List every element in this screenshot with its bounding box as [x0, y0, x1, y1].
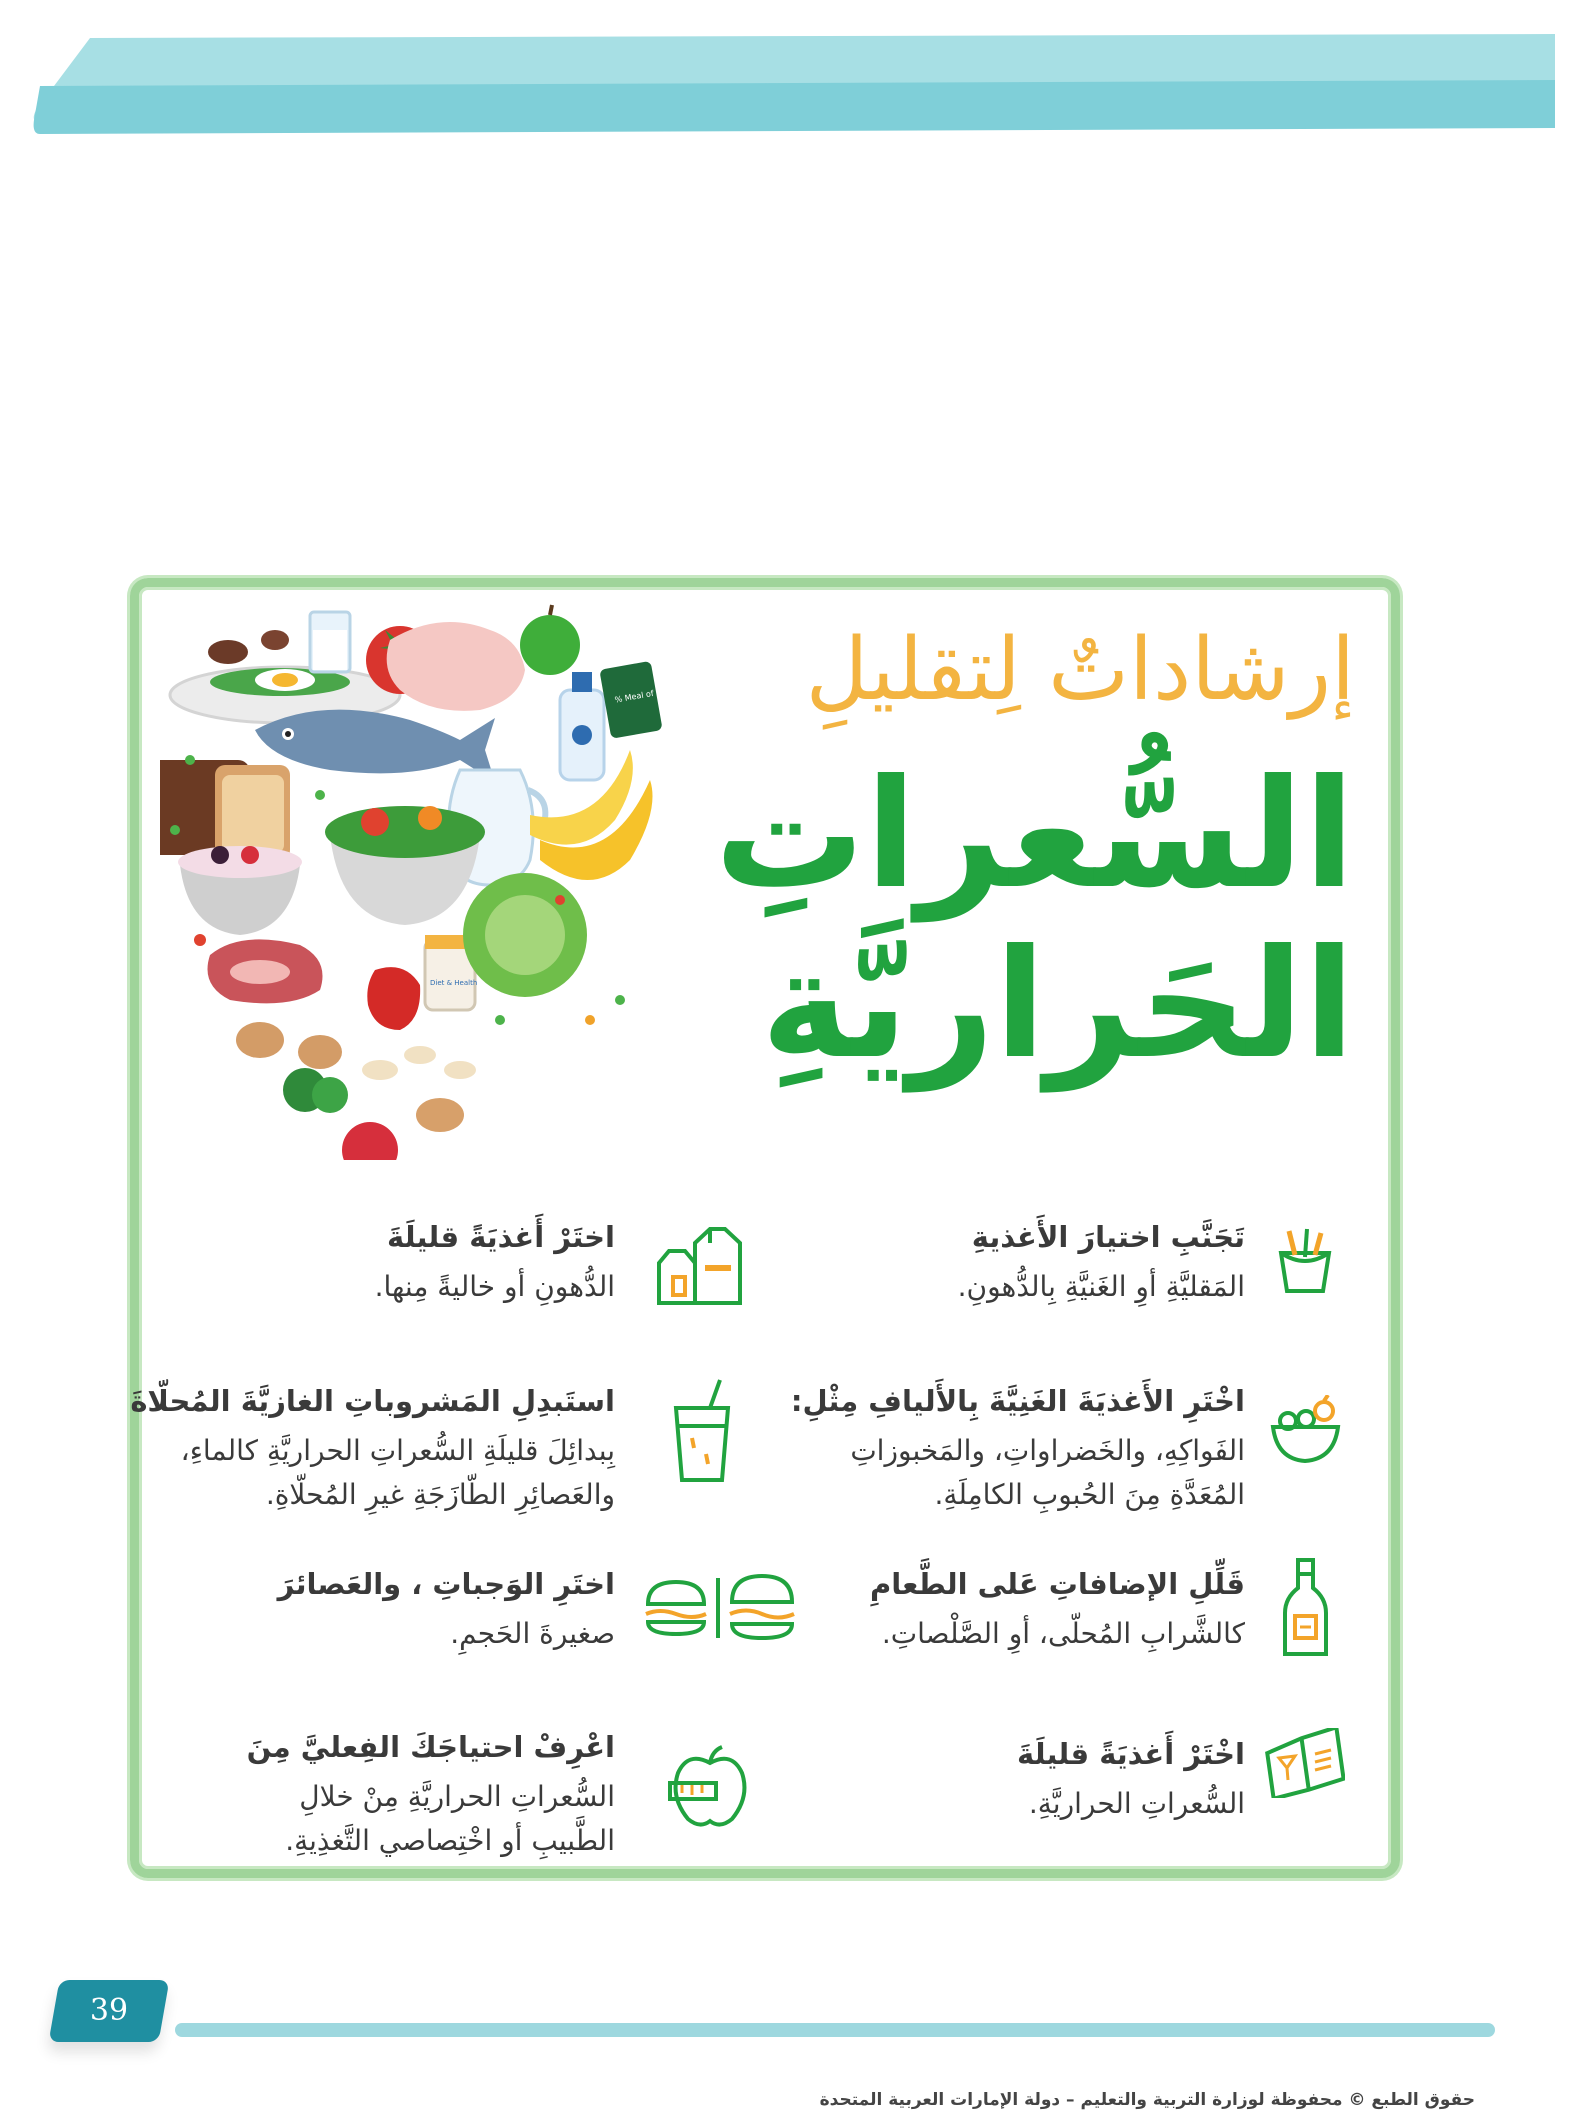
burger-sizes-icon [640, 1572, 795, 1642]
milk-cartons-icon [655, 1225, 745, 1305]
tip-title: اختَرْ أَغذيَةً قليلَةَ [387, 1220, 615, 1254]
fries-icon [1275, 1225, 1335, 1295]
tip-line: الفَواكِهِ، والخَضراواتِ، والمَخبوزاتِ [850, 1434, 1245, 1468]
tip-small-meals [278, 1565, 615, 1656]
tip-line: المُعَدَّةِ مِنَ الحُبوبِ الكامِلَةِ. [934, 1477, 1245, 1511]
tip-line: السُّعراتِ الحراريَّةِ. [1028, 1787, 1245, 1821]
bottle-label-text: Diet & Health [430, 979, 478, 987]
tip-low-fat [375, 1218, 615, 1309]
sauce-bottle-icon [1283, 1558, 1328, 1658]
tip-line: الطَّبيبِ أو اخْتِصاصي التَّغذِيةِ. [285, 1823, 615, 1857]
tip-high-fiber [791, 1382, 1245, 1516]
tip-avoid-fried [958, 1218, 1245, 1309]
tip-title: اعْرِفْ احتياجَكَ الفِعليَّ مِنَ [246, 1730, 615, 1764]
tip-title: تَجَنَّبِ اختيارَ الأَغذيةِ [971, 1220, 1245, 1254]
tip-line: السُّعراتِ الحراريَّةِ مِنْ خلالِ [299, 1780, 615, 1814]
menu-card-icon [1265, 1728, 1345, 1798]
tip-title: استَبدِلِ المَشروباتِ الغازيَّةَ المُحلّاةَ [130, 1384, 615, 1418]
tip-line: كالشَّرابِ المُحلّى، أوِ الصَّلْصاتِ. [881, 1617, 1245, 1651]
title-line-3: الحَراريَّةِ [760, 918, 1355, 1092]
tip-line: الدُّهونِ أو خاليةً مِنها. [374, 1270, 615, 1304]
salad-bowl-icon [1268, 1395, 1343, 1465]
bag-label-text: % Meal of Cellulose [614, 682, 693, 705]
footer-bar [175, 2023, 1495, 2037]
tip-title: اختَرِ الوَجباتِ ، والعَصائرَ [277, 1567, 615, 1601]
title-line-2: السُّعراتِ [714, 748, 1355, 922]
tip-title: قَلِّلِ الإضافاتِ عَلى الطَّعامِ [869, 1567, 1245, 1601]
tip-line: بِبدائِلَ قليلَةِ السُّعراتِ الحراريَّةِ كالماءِ، [180, 1434, 615, 1468]
tip-line: صغيرةَ الحَجمِ. [450, 1617, 615, 1651]
soda-cup-icon [672, 1378, 732, 1483]
tip-line: والعَصائِرِ الطّازَجَةِ غيرِ المُحلّاةِ. [265, 1477, 615, 1511]
apple-measure-icon [668, 1745, 753, 1830]
tip-title: اخْتَرِ الأَغذيَةَ الغَنِيَّةَ بِالأَليافِ مِثْلِ: [790, 1384, 1245, 1418]
tip-title: اخْتَرْ أَغذيَةً قليلَةَ [1017, 1737, 1245, 1771]
title-line-1: إرشاداتٌ لِتقليلِ [805, 620, 1355, 720]
tip-know-needs [247, 1728, 615, 1862]
page-number-badge [49, 1980, 170, 2042]
tip-replace-soda [130, 1382, 615, 1516]
tip-reduce-additions [870, 1565, 1245, 1656]
tip-low-calorie [1017, 1735, 1245, 1826]
tip-line: المَقليَّةِ أوِ الغَنيَّةِ بِالدُّهونِ. [957, 1270, 1245, 1304]
page-number: 39 [89, 1993, 129, 2028]
copyright-text: حقوق الطبع © محفوظة لوزارة التربية والتعليم – دولة الإمارات العربية المتحدة [819, 2090, 1475, 2110]
top-decorative-band [0, 0, 1575, 140]
healthy-food-heart-icon [160, 600, 800, 1160]
